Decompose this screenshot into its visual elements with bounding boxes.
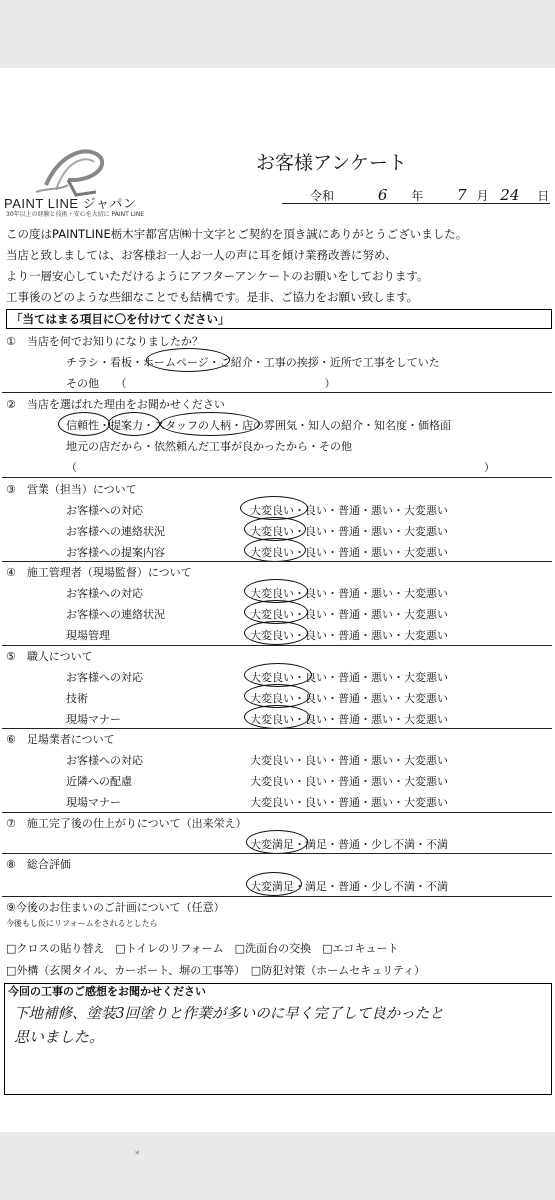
q6-item-3: 現場マナー [66,796,121,809]
page-mark: * [135,1150,140,1160]
logo-tagline: 30年以上の経験と技術・安心を大切に PAINT LINE [6,211,145,218]
q3-scale-3: 大変良い・良い・普通・悪い・大変悪い [250,546,448,559]
date-era: 令和 [310,189,335,203]
q2-options-1: 信頼性・提案力・スタッフの人柄・店の雰囲気・知人の紹介・知名度・価格面 [66,419,451,432]
q2-answer-circle-1 [58,412,110,436]
divider [2,728,552,729]
divider [2,645,552,646]
q4-scale-2: 大変良い・良い・普通・悪い・大変悪い [250,608,448,621]
intro-line-3: より一層安心していただけるようにアフターアンケートのお願いをしております。 [6,269,429,283]
q4-item-1: お客様への対応 [66,587,143,600]
q9-checkboxes-2[interactable]: □外構（玄関タイル、カーポート、塀の工事等） □防犯対策（ホームセキュリティ） [6,964,426,977]
q9-title: ⑨今後のお住まいのご計画について（任意） [6,901,225,914]
q9-checkboxes-1[interactable]: □クロスの貼り替え □トイレのリフォーム □洗面台の交換 □エコキュート [6,942,399,955]
q1-answer-circle [146,348,230,372]
q6-title: ⑥ 足場業者について [6,733,115,746]
comment-line-2: 思いました。 [14,1028,105,1046]
q8-answer-circle [246,872,302,896]
q6-item-1: お客様への対応 [66,754,143,767]
q5-scale-1: 大変良い・良い・普通・悪い・大変悪い [250,671,448,684]
q3-item-2: お客様への連絡状況 [66,525,165,538]
divider [2,561,552,562]
divider [2,896,552,897]
q5-title: ⑤ 職人について [6,650,93,663]
date-month: 7 [457,186,467,204]
comment-line-1: 下地補修、塗装3回塗りと作業が多いのに早く完了して良かったと [14,1006,444,1022]
q2-answer-circle-2 [108,412,160,436]
q6-item-2: 近隣への配慮 [66,775,132,788]
q5-item-1: お客様への対応 [66,671,143,684]
q4-item-2: お客様への連絡状況 [66,608,165,621]
q8-scale: 大変満足・満足・普通・少し不満・不満 [250,880,448,893]
date-year: 6 [377,186,388,204]
logo-wordmark: PAINT LINE ジャパン [4,196,137,211]
date-underline [282,203,550,204]
q7-scale: 大変満足・満足・普通・少し不満・不満 [250,838,448,851]
comment-title: 今回の工事のご感想をお聞かせください [8,985,206,998]
q9-note: 今後もし仮にリフォームをされるとしたら [6,919,158,928]
q4-item-3: 現場管理 [66,629,110,642]
intro-line-1: この度はPAINTLINE栃木宇都宮店㈱十文字とご契約を頂き誠にありがとうございました。 [6,227,468,241]
divider [2,853,552,854]
q3-title: ③ 営業（担当）について [6,483,137,496]
q6-scale-3: 大変良い・良い・普通・悪い・大変悪い [250,796,448,809]
divider [2,812,552,813]
date-row [310,186,549,204]
q3-item-3: お客様への提案内容 [66,546,165,559]
q1-options-1: チラシ・看板・ホームページ・ご紹介・工事の挨拶・近所で工事をしていた [66,356,440,369]
q5-item-3: 現場マナー [66,713,121,726]
q7-title: ⑦ 施工完了後の仕上がりについて（出来栄え） [6,817,247,830]
intro-line-2: 当店と致しましては、お客様お一人お一人の声に耳を傾け業務改善に努め、 [6,248,397,262]
intro-line-4: 工事後のどのような些細なことでも結構です。是非、ご協力をお願い致します。 [6,290,419,304]
q2-answer-circle-3 [160,412,260,436]
q3-item-1: お客様への対応 [66,504,143,517]
q5-scale-2: 大変良い・良い・普通・悪い・大変悪い [250,692,448,705]
date-day: 24 [500,186,520,204]
date-day-label: 日 [537,189,550,203]
q3-answer-circle-3 [244,538,306,562]
q6-scale-2: 大変良い・良い・普通・悪い・大変悪い [250,775,448,788]
q5-answer-circle-3 [244,705,310,729]
q8-title: ⑧ 総合評価 [6,858,71,871]
q4-scale-3: 大変良い・良い・普通・悪い・大変悪い [250,629,448,642]
q1-title: ① 当店を何でお知りになりましたか？ [6,335,203,348]
q7-answer-circle [246,830,308,854]
q4-title: ④ 施工管理者（現場監督）について [6,566,192,579]
divider [2,392,552,393]
q2-title: ② 当店を選ばれた理由をお聞かせください [6,398,225,411]
q4-scale-1: 大変良い・良い・普通・悪い・大変悪い [250,587,448,600]
q3-scale-2: 大変良い・良い・普通・悪い・大変悪い [250,525,448,538]
q5-item-2: 技術 [66,692,88,705]
date-year-label: 年 [411,189,424,203]
q2-options-2: 地元の店だから・依然頼んだ工事が良かったから・その他 [66,440,352,453]
q5-scale-3: 大変良い・良い・普通・悪い・大変悪い [250,713,448,726]
instruction-text: 「当てはまる項目に〇を付けてください」 [11,312,230,326]
instruction-box [6,309,552,329]
divider [2,477,552,478]
q3-scale-1: 大変良い・良い・普通・悪い・大変悪い [250,504,448,517]
date-month-label: 月 [476,189,489,203]
q4-answer-circle-3 [244,621,308,645]
q6-scale-1: 大変良い・良い・普通・悪い・大変悪い [250,754,448,767]
q1-options-2: その他 （ ） [66,377,336,390]
q2-options-3: （ ） [66,461,495,474]
page-title: お客様アンケート [256,152,407,174]
